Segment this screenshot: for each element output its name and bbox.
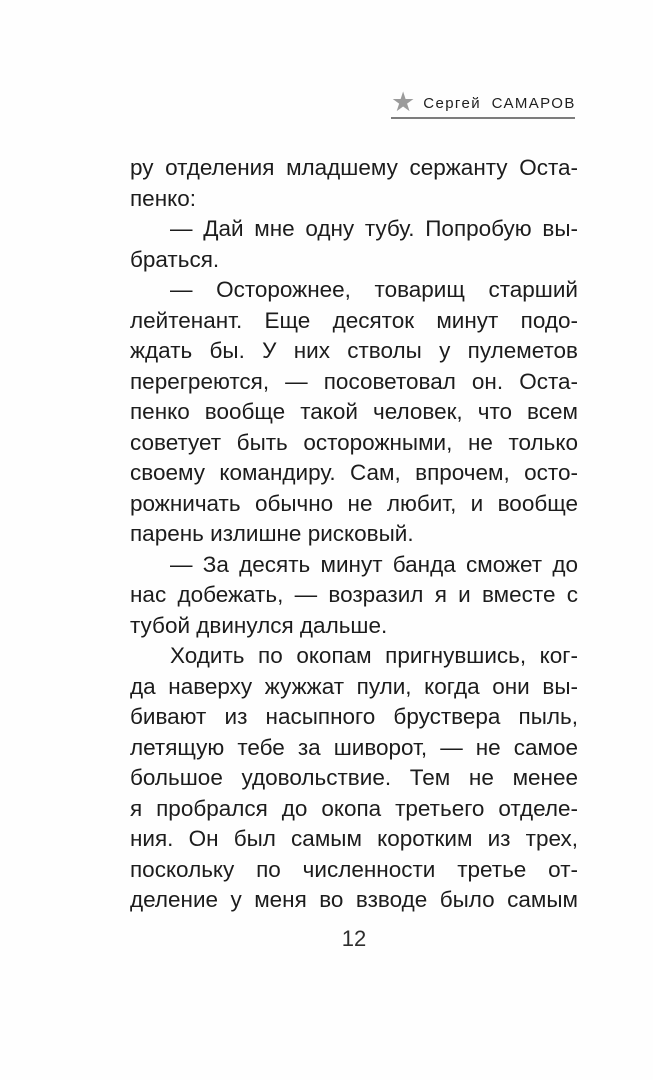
text-line: лейтенант. Еще десяток минут подо- [130, 307, 578, 333]
star-icon: ★ [391, 87, 416, 117]
text-line: тубой двинулся дальше. [130, 612, 388, 638]
text-line: советует быть осторожными, не только [130, 429, 578, 455]
text-line: да наверху жужжат пули, когда они вы- [130, 673, 578, 699]
author-name: Сергей САМАРОВ [423, 95, 576, 112]
text-line: — За десять минут банда сможет до [170, 551, 578, 577]
text-line: ния. Он был самым коротким из трех, [130, 826, 578, 851]
text-line: своему командиру. Сам, впрочем, осто- [130, 460, 578, 485]
text-line: пенко: [130, 185, 196, 211]
text-line: — Дай мне одну тубу. Попробую вы- [170, 216, 578, 241]
text-line: Ходить по окопам пригнувшись, ког- [170, 643, 578, 668]
text-line: ждать бы. У них стволы у пулеметов [130, 338, 578, 363]
text-line: большое удовольствие. Тем не менее [130, 765, 578, 790]
text-line: летящую тебе за шиворот, — не самое [130, 734, 578, 760]
text-line: перегреются, — посоветовал он. Оста- [130, 368, 578, 394]
text-line: — Осторожнее, товарищ старший [170, 277, 578, 302]
text-line: нас добежать, — возразил я и вместе с [130, 582, 578, 607]
page-text [130, 153, 578, 916]
text-line: ру отделения младшему сержанту Оста- [130, 155, 578, 180]
text-line: поскольку по численности третье от- [130, 856, 578, 882]
text-line: парень излишне рисковый. [130, 521, 414, 546]
text-line: бивают из насыпного бруствера пыль, [130, 704, 578, 729]
text-line: рожничать обычно не любит, и вообще [130, 490, 578, 516]
text-line: деление у меня во взводе было самым [130, 887, 578, 912]
text-line: я пробрался до окопа третьего отделе- [130, 795, 578, 821]
text-line: браться. [130, 246, 220, 272]
text-line: пенко вообще такой человек, что всем [130, 399, 578, 424]
page-number: 12 [341, 926, 367, 951]
running-header [391, 87, 576, 119]
